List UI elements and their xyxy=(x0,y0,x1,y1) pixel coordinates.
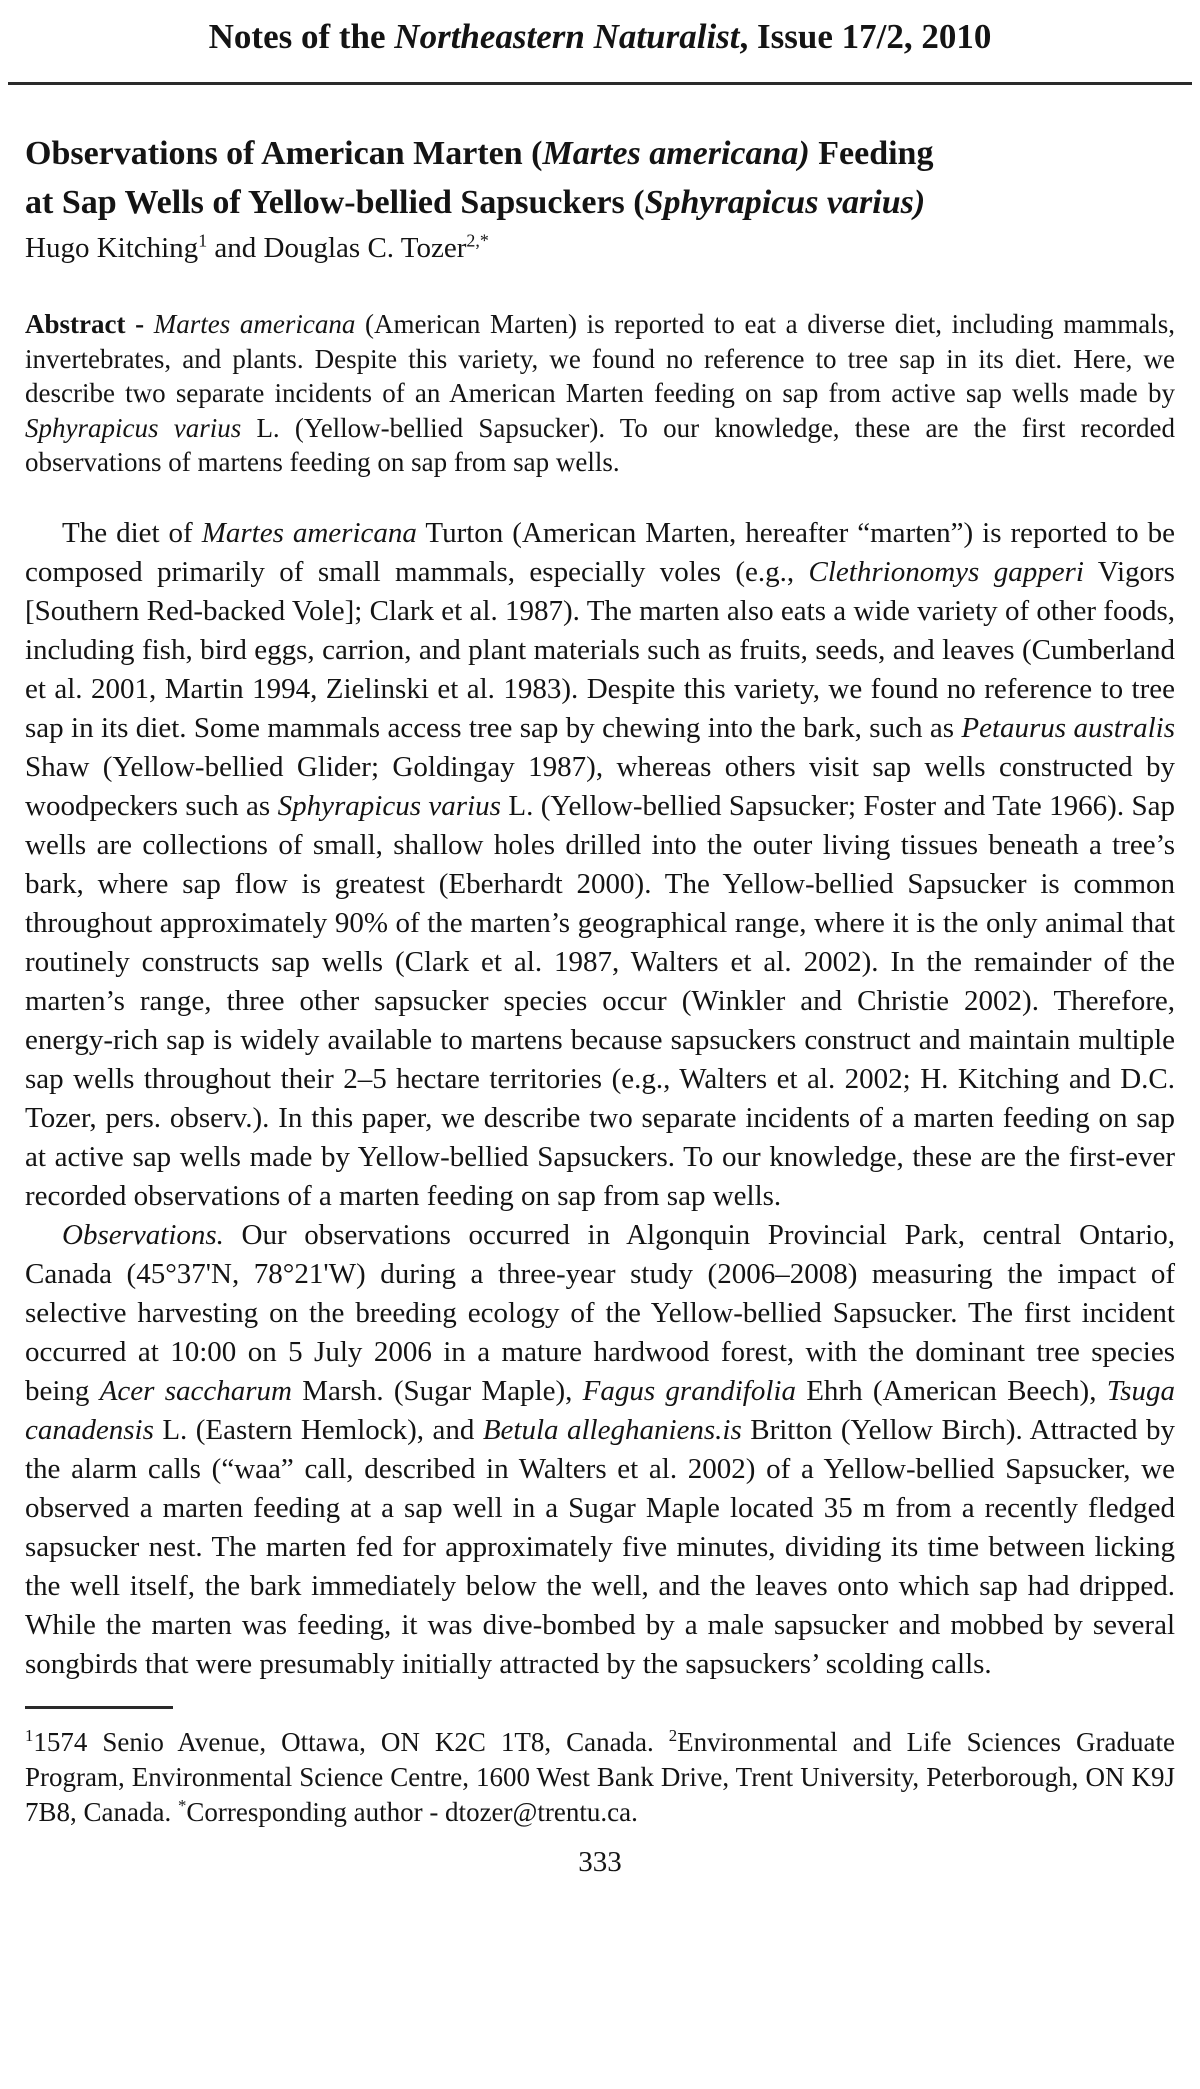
body-paragraph-2: Observations. Our observations occurred in Algonquin Provincial Park, central Ontario, Canada (45°37'N, 78°21'W) during a three-year study (2006–2008) measuring the impact of selective harvesting on the breeding ecology of the Yellow-bellied Sapsucker. The first incident occurred at 10:00 on 5 July 2006 in a mature hardwood forest, with the dominant tree species being Acer saccharum Marsh. (Sugar Maple), Fagus grandifolia Ehrh (American Beech), Tsuga canadensis L. (Eastern Hemlock), and Betula alleghaniens.is Britton (Yellow Birch). Attracted by the alarm calls (“waa” call, described in Walters et al. 2002) of a Yellow-bellied Sapsucker, we observed a marten feeding at a sap well in a Sugar Maple located 35 m from a recently fledged sapsucker nest. The marten fed for approximately five minutes, dividing its time between licking the well itself, the bark immediately below the well, and the leaves onto which sap had dripped. While the marten was feeding, it was dive-bombed by a male sapsucker and mobbed by several songbirds that were presumably initially attracted by the sapsuckers’ scolding calls. xyxy=(25,1218,1175,1680)
abstract: Abstract - Martes americana (American Marten) is reported to eat a diverse diet, including mammals, invertebrates, and plants. Despite this variety, we found no reference to tree sap in its diet. Here, we describe two separate incidents of an American Marten feeding on sap from active sap wells made by Sphyrapicus varius L. (Yellow-bellied Sapsucker). To our knowledge, these are the first recorded observations of martens feeding on sap from sap wells. xyxy=(25,309,1176,477)
authors-line: Hugo Kitching$^1$ and Douglas C. Tozer$^{2,*}$ xyxy=(25,230,489,264)
article-title: Observations of American Marten (Martes americana) Feeding at Sap Wells of Yellow-bellied Sapsuckers (Sphyrapicus varius) xyxy=(25,135,934,221)
header-rule xyxy=(8,82,1192,85)
body-paragraph-1: The diet of Martes americana Turton (American Marten, hereafter “marten”) is reported to be composed primarily of small mammals, especially voles (e.g., Clethrionomys gapperi Vigors [Southern Red-backed Vole]; Clark et al. 1987). The marten also eats a wide variety of other foods, including fish, bird eggs, carrion, and plant materials such as fruits, seeds, and leaves (Cumberland et al. 2001, Martin 1994, Zielinski et al. 1983). Despite this variety, we found no reference to tree sap in its diet. Some mammals access tree sap by chewing into the bark, such as Petaurus australis Shaw (Yellow-bellied Glider; Goldingay 1987), whereas others visit sap wells constructed by woodpeckers such as Sphyrapicus varius L. (Yellow-bellied Sapsucker; Foster and Tate 1966). Sap wells are collections of small, shallow holes drilled into the outer living tissues beneath a tree’s bark, where sap flow is greatest (Eberhardt 2000). The Yellow-bellied Sapsucker is common throughout approximately 90% of the marten’s geographical range, where it is the only animal that routinely constructs sap wells (Clark et al. 1987, Walters et al. 2002). In the remainder of the marten’s range, three other sapsucker species occur (Winkler and Christie 2002). Therefore, energy-rich sap is widely available to martens because sapsuckers construct and maintain multiple sap wells throughout their 2–5 hectare territories (e.g., Walters et al. 2002; H. Kitching and D.C. Tozer, pers. observ.). In this paper, we describe two separate incidents of a marten feeding on sap at active sap wells made by Yellow-bellied Sapsuckers. To our knowledge, these are the first-ever recorded observations of a marten feeding on sap from sap wells. xyxy=(25,516,1176,1212)
page-number: 333 xyxy=(578,1845,622,1878)
article-body xyxy=(25,514,1175,1684)
running-head: Notes of the Northeastern Naturalist, Issue 17/2, 2010 xyxy=(208,17,992,56)
footnote-affiliations: $^1$1574 Senio Avenue, Ottawa, ON K2C 1T8, Canada. $^2$Environmental and Life Sciences Graduate Program, Environmental Science Centre, 1600 West Bank Drive, Trent University, Peterborough, ON K9J 7B8, Canada. *Corresponding author - dtozer@trentu.ca. xyxy=(25,1725,1175,1827)
footnote-rule xyxy=(25,1706,173,1709)
